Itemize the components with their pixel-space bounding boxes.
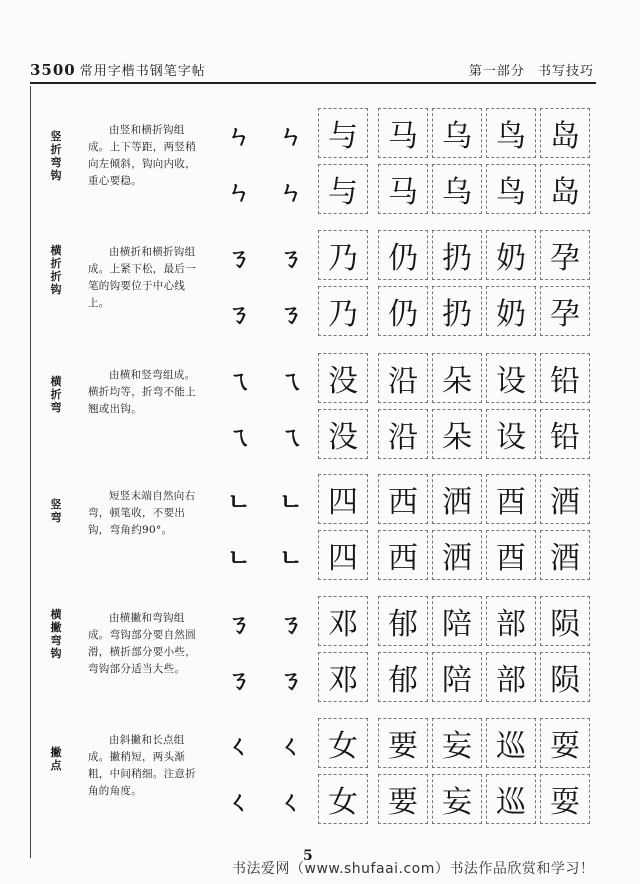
character-cell: 耍 (540, 774, 590, 824)
character-cell: 设 (486, 409, 536, 459)
stroke-description: 由斜撇和长点组成。撇稍短，两头渐粗，中间稍细。注意折角的角度。 (88, 734, 196, 797)
character-cell: 鸟 (486, 108, 536, 158)
character-cell: 女 (318, 718, 368, 768)
stroke-description: 由竖和横折钩组成。上下等距，两竖稍向左倾斜，钩向内收，重心要稳。 (88, 124, 196, 187)
stroke-name: 横折弯 (50, 375, 62, 414)
character-cell: 部 (486, 652, 536, 702)
stroke-sample: ㄣ (227, 176, 251, 206)
stroke-sample: ㄋ (279, 242, 303, 272)
character-cell: 朵 (432, 353, 482, 403)
page-number: 5 (303, 848, 313, 864)
character-cell: 洒 (432, 474, 482, 524)
character-cell: 巡 (486, 718, 536, 768)
character-cell: 四 (318, 530, 368, 580)
character-cell: 孕 (540, 286, 590, 336)
character-cell: 要 (378, 774, 428, 824)
stroke-sample: ㄋ (279, 608, 303, 638)
character-cell: 鸟 (486, 164, 536, 214)
character-cell: 邓 (318, 596, 368, 646)
stroke-sample: ㄋ (279, 664, 303, 694)
stroke-sample: ㄟ (279, 365, 303, 395)
book-title-block (30, 60, 206, 79)
stroke-name: 横撇弯钩 (50, 608, 62, 660)
character-cell: 仍 (378, 230, 428, 280)
character-cell: 陨 (540, 596, 590, 646)
practice-grid (214, 230, 590, 342)
character-cell: 酉 (486, 474, 536, 524)
character-cell: 耍 (540, 718, 590, 768)
character-cell: 陪 (432, 652, 482, 702)
stroke-sample: ㄴ (279, 542, 303, 572)
site-watermark: 书法爱网（www.shufaai.com）书法作品欣赏和学习！ (232, 861, 595, 877)
book-title: 常用字楷书钢笔字帖 (79, 64, 206, 79)
character-cell: 郁 (378, 596, 428, 646)
stroke-sample: ㄑ (227, 786, 251, 816)
practice-grid (214, 353, 590, 465)
character-cell: 沿 (378, 353, 428, 403)
stroke-name: 竖折弯钩 (50, 130, 62, 182)
part-label: 第一部分 (468, 64, 525, 79)
stroke-section (30, 466, 590, 584)
character-cell: 仍 (378, 286, 428, 336)
character-cell: 岛 (540, 108, 590, 158)
stroke-sample: ㄑ (279, 786, 303, 816)
stroke-name: 竖弯 (50, 498, 62, 524)
character-cell: 巡 (486, 774, 536, 824)
stroke-name: 横折折钩 (50, 244, 62, 296)
character-cell: 孕 (540, 230, 590, 280)
character-cell: 要 (378, 718, 428, 768)
stroke-sample: ㄑ (227, 730, 251, 760)
character-cell: 没 (318, 353, 368, 403)
stroke-description: 由横撇和弯钩组成。弯钩部分要自然圆滑，横折部分要小些，弯钩部分适当大些。 (88, 612, 196, 675)
character-cell: 乃 (318, 286, 368, 336)
stroke-section (30, 222, 590, 340)
character-cell: 陨 (540, 652, 590, 702)
character-cell: 马 (378, 164, 428, 214)
character-cell: 奶 (486, 286, 536, 336)
character-cell: 奶 (486, 230, 536, 280)
stroke-description: 由横折和横折钩组成。上紧下松，最后一笔的钩要位于中心线上。 (88, 246, 196, 309)
character-cell: 乃 (318, 230, 368, 280)
stroke-sample: ㄋ (279, 298, 303, 328)
stroke-sample: ㄑ (279, 730, 303, 760)
stroke-sample: ㄴ (227, 486, 251, 516)
character-cell: 朵 (432, 409, 482, 459)
stroke-sample: ㄟ (227, 365, 251, 395)
character-cell: 妄 (432, 718, 482, 768)
character-cell: 与 (318, 108, 368, 158)
character-cell: 沿 (378, 409, 428, 459)
section-label: 书写技巧 (537, 64, 594, 79)
character-cell: 女 (318, 774, 368, 824)
character-cell: 酉 (486, 530, 536, 580)
character-cell: 西 (378, 474, 428, 524)
character-cell: 扔 (432, 230, 482, 280)
character-cell: 西 (378, 530, 428, 580)
practice-grid (214, 718, 590, 830)
character-cell: 郁 (378, 652, 428, 702)
practice-grid (214, 108, 590, 220)
practice-grid (214, 596, 590, 708)
stroke-sample: ㄴ (227, 542, 251, 572)
practice-grid (214, 474, 590, 586)
character-cell: 酒 (540, 530, 590, 580)
stroke-section (30, 100, 590, 218)
stroke-description: 短竖末端自然向右弯，顿笔收，不要出钩，弯角约90°。 (88, 490, 196, 536)
character-cell: 马 (378, 108, 428, 158)
character-cell: 铅 (540, 409, 590, 459)
stroke-name: 撇点 (50, 746, 62, 772)
stroke-description: 由横和竖弯组成。横折均等，折弯不能上翘或出钩。 (88, 369, 196, 415)
page-header (30, 58, 594, 84)
stroke-sample: ㄟ (279, 421, 303, 451)
character-cell: 四 (318, 474, 368, 524)
stroke-section (30, 588, 590, 706)
stroke-sample: ㄣ (279, 120, 303, 150)
character-cell: 邓 (318, 652, 368, 702)
chapter-heading (469, 60, 594, 79)
character-cell: 部 (486, 596, 536, 646)
book-number: 3500 (30, 61, 76, 79)
character-cell: 铅 (540, 353, 590, 403)
stroke-section (30, 345, 590, 463)
character-cell: 扔 (432, 286, 482, 336)
stroke-sample: ㄋ (227, 298, 251, 328)
header-rule (30, 82, 596, 84)
stroke-sample: ㄣ (279, 176, 303, 206)
stroke-sample: ㄴ (279, 486, 303, 516)
character-cell: 设 (486, 353, 536, 403)
character-cell: 乌 (432, 164, 482, 214)
stroke-sample: ㄣ (227, 120, 251, 150)
stroke-sample: ㄋ (227, 242, 251, 272)
stroke-sample: ㄋ (227, 664, 251, 694)
character-cell: 陪 (432, 596, 482, 646)
character-cell: 洒 (432, 530, 482, 580)
character-cell: 与 (318, 164, 368, 214)
stroke-sample: ㄟ (227, 421, 251, 451)
character-cell: 酒 (540, 474, 590, 524)
stroke-sample: ㄋ (227, 608, 251, 638)
character-cell: 没 (318, 409, 368, 459)
character-cell: 乌 (432, 108, 482, 158)
stroke-section (30, 710, 590, 828)
character-cell: 妄 (432, 774, 482, 824)
character-cell: 岛 (540, 164, 590, 214)
